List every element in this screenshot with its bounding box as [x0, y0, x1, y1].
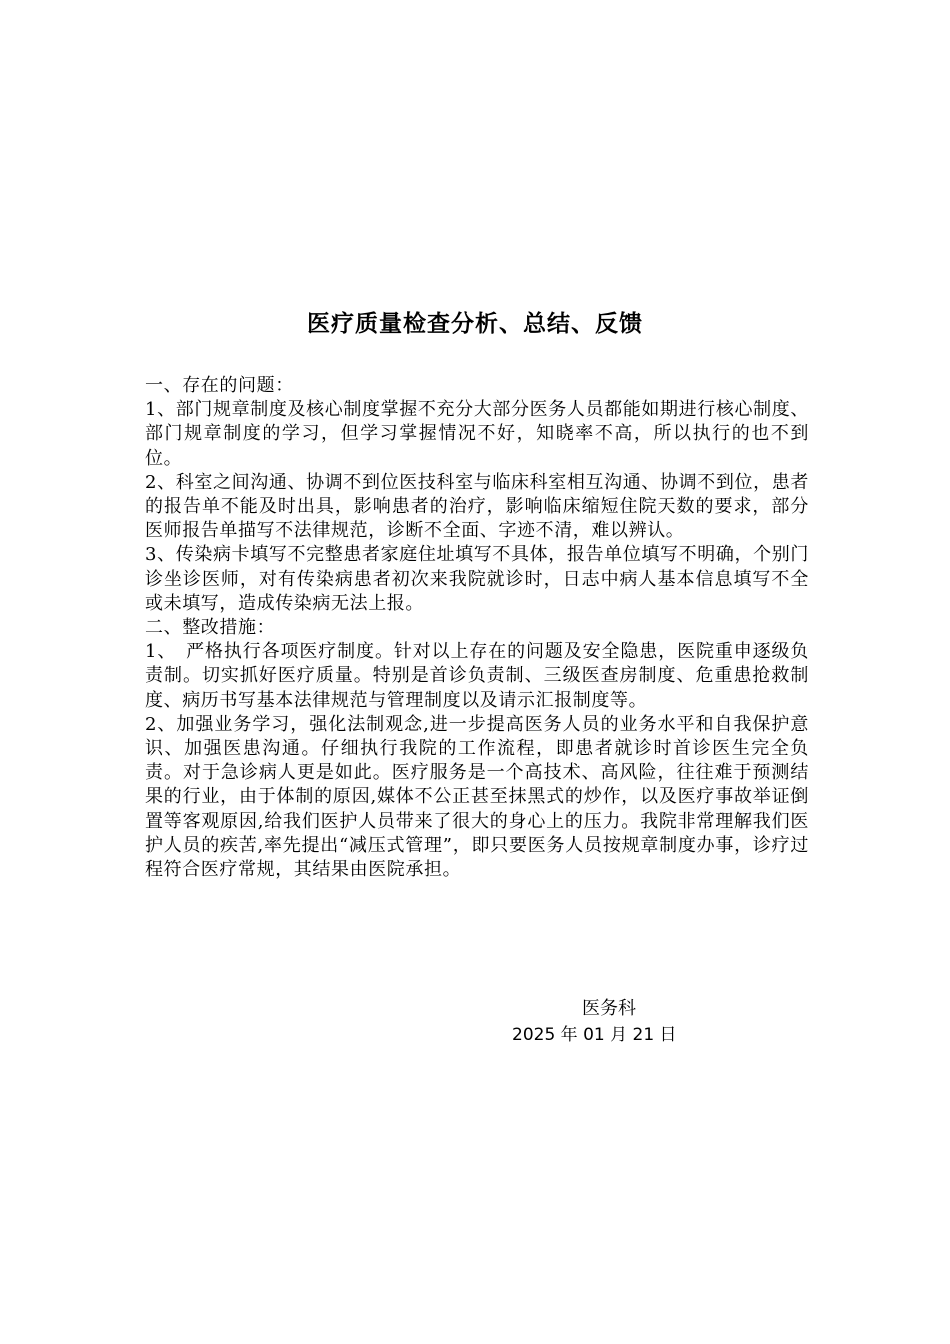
section-heading-measures: 二、整改措施：	[145, 617, 276, 639]
measure-item-2: 2、加强业务学习，强化法制观念,进一步提高医务人员的业务水平和自我保护意识、加强医患沟通。仔细执行我院的工作流程，即患者就诊时首诊医生完全负责。对于急诊病人更是如此。医疗服务是一个高技术、高风险，往往难于预测结果的行业，由于体制的原因,媒体不公正甚至抹黑式的炒作，以及医疗事故举证倒置等客观原因,给我们医护人员带来了很大的身心上的压力。我院非常理解我们医护人员的疾苦,率先提出“减压式管理”，即只要医务人员按规章制度办事，诊疗过程符合医疗常规，其结果由医院承担。	[145, 713, 809, 881]
problem-item-3: 3、传染病卡填写不完整患者家庭住址填写不具体，报告单位填写不明确，个别门诊坐诊医师，对有传染病患者初次来我院就诊时，日志中病人基本信息填写不全或未填写，造成传染病无法上报。	[145, 544, 809, 614]
measure-item-1: 1、 严格执行各项医疗制度。针对以上存在的问题及安全隐患，医院重申逐级负责制。切实抓好医疗质量。特别是首诊负责制、三级医查房制度、危重患抢救制度、病历书写基本法律规范与管理制度以及请示汇报制度等。	[145, 641, 809, 711]
problem-item-1: 1、部门规章制度及核心制度掌握不充分大部分医务人员都能如期进行核心制度、部门规章制度的学习，但学习掌握情况不好，知晓率不高，所以执行的也不到位。	[145, 399, 809, 469]
document-body	[145, 374, 809, 882]
signature-block	[480, 995, 720, 1049]
signature-department: 医务科	[582, 998, 636, 1019]
problem-item-2: 2、科室之间沟通、协调不到位医技科室与临床科室相互沟通、协调不到位，患者的报告单不能及时出具，影响患者的治疗，影响临床缩短住院天数的要求，部分医师报告单描写不法律规范，诊断不全面、字迹不清，难以辨认。	[145, 471, 809, 542]
signature-date: 2025 年 01 月 21 日	[512, 1025, 677, 1045]
section-heading-problems: 一、存在的问题：	[145, 375, 294, 396]
document-title: 医疗质量检查分析、总结、反馈	[307, 311, 643, 337]
